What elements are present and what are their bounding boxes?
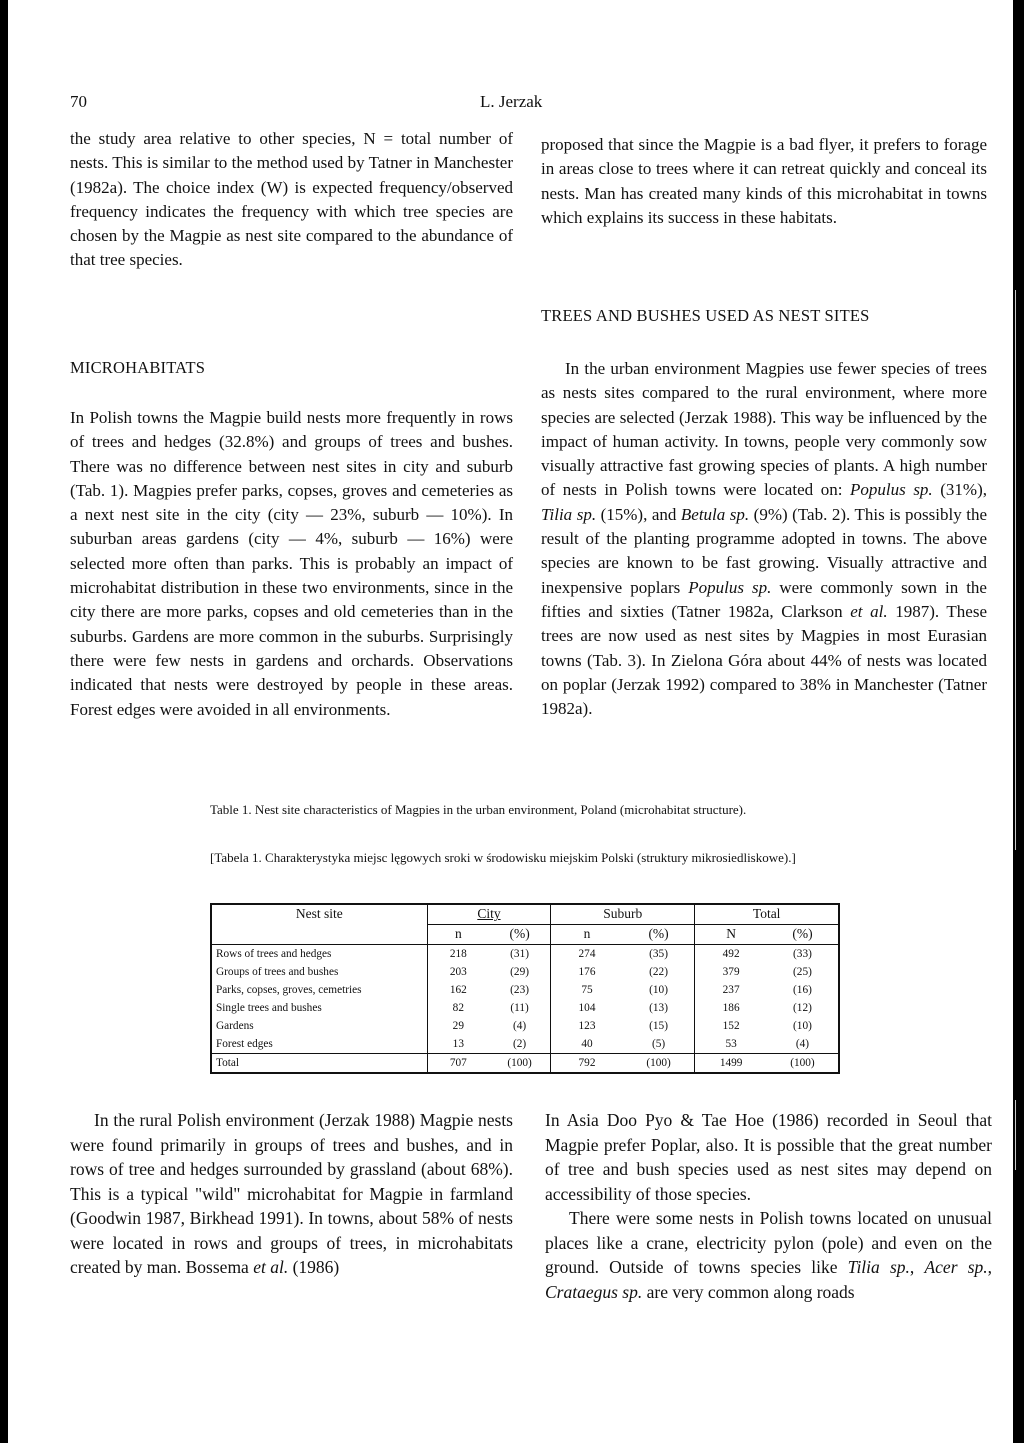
cell-sub-pct: (22) — [649, 965, 668, 978]
left-intro-paragraph: the study area relative to other species, N = total number of nests. This is similar to the method used by Tatner in Manchester (1982a). The choice index (W) is expected frequency/observed frequency indicates the frequency with which tree species are chosen by the Magpie as nest site compared to the abundance of that tree species. — [70, 129, 513, 270]
cell-tot-pct: (10) — [793, 1019, 812, 1032]
cell-city-n: 29 — [427, 1017, 489, 1035]
cell-sub-pct: (10) — [649, 983, 668, 996]
section-heading-trees-bushes: TREES AND BUSHES USED AS NEST SITES — [541, 306, 870, 325]
header-suburb: Suburb — [551, 904, 695, 924]
sub-header-pct: (%) — [509, 926, 530, 941]
table-caption-english: Table 1. Nest site characteristics of Magpies in the urban environment, Poland (microhabitat structure). — [210, 802, 747, 817]
trees-bushes-paragraph: In the urban environment Magpies use fewer species of trees as nests sites compared to the rural environment, where more species are selected (Jerzak 1988). This way be influenced by the impact of human activity. In towns, people very commonly sow visually attractive fast growing species of plants. A high number of nests in Polish towns were located on: Populus sp. (31%), Tilia sp. (15%), and Betula sp. (9%) (Tab. 2). This is possibly the result of the planting programme adopted in towns. The above species are known to be fast growing. Visually attractive and inexpensive poplars Populus sp. were commonly sown in the fifties and sixties (Tatner 1982a, Clarkson et al. 1987). These trees are now used as nest sites by Magpies in most Eurasian towns (Tab. 3). In Zielona Góra about 44% of nests was located on poplar (Jerzak 1992) compared to 38% in Manchester (Tatner 1982a). — [541, 359, 988, 719]
table-caption-polish: [Tabela 1. Charakterystyka miejsc lęgowych sroki w środowisku miejskim Polski (struktury mikrosiedliskowe).] — [210, 850, 796, 865]
row-label: Gardens — [216, 1019, 254, 1032]
sub-header-pct: (%) — [792, 926, 813, 941]
cell-city-n: 218 — [427, 944, 489, 963]
right-intro-paragraph: proposed that since the Magpie is a bad flyer, it prefers to forage in areas close to trees where it can retreat quickly and conceal its nests. Man has created many kinds of this microhabitat in towns which explains its success in these habitats. — [541, 135, 987, 227]
cell-city-pct: (2) — [512, 1037, 527, 1050]
cell-sub-n: 123 — [551, 1017, 623, 1035]
genus-acer: Acer sp. — [924, 1257, 988, 1277]
cell-sub-pct: (15) — [649, 1019, 668, 1032]
row-label: Rows of trees and hedges — [211, 944, 427, 963]
genus-crataegus: Crataegus sp. — [545, 1281, 643, 1302]
cell-tot-pct: (4) — [795, 1037, 810, 1050]
cell-tot-pct: (25) — [793, 965, 812, 978]
row-label: Total — [211, 1053, 427, 1073]
genus-populus: Populus sp. — [850, 480, 933, 500]
row-label: Parks, copses, groves, cemetries — [216, 983, 362, 996]
cell-city-n: 203 — [427, 963, 489, 981]
cell-tot-n: 492 — [695, 944, 767, 963]
scan-edge-line — [1015, 1100, 1016, 1170]
cell-city-n: 82 — [427, 999, 489, 1017]
cell-city-pct: (31) — [489, 944, 551, 963]
row-label: Groups of trees and bushes — [216, 965, 339, 978]
cell-tot-pct: (16) — [793, 983, 812, 996]
cell-tot-n: 237 — [695, 981, 767, 999]
et-al: et al. — [253, 1257, 289, 1277]
table-row — [211, 963, 839, 981]
table-row — [211, 1017, 839, 1035]
sub-header-n: n — [551, 924, 623, 944]
sub-header-N: N — [695, 924, 767, 944]
cell-tot-n: 53 — [695, 1035, 767, 1054]
table-row — [211, 981, 839, 999]
cell-city-pct: (4) — [512, 1019, 527, 1032]
cell-sub-n: 75 — [551, 981, 623, 999]
nest-site-table — [210, 903, 840, 1074]
cell-city-n: 707 — [427, 1053, 489, 1073]
table-body — [211, 944, 839, 1073]
genus-tilia: Tilia sp. — [541, 504, 597, 524]
sub-header-pct: (%) — [648, 926, 669, 941]
row-label: Single trees and bushes — [216, 1001, 322, 1014]
header-nest-site: Nest site — [295, 906, 343, 921]
cell-city-pct: (29) — [510, 965, 529, 978]
cell-tot-pct: (12) — [793, 1001, 812, 1014]
bottom-right-paragraph-1: In Asia Doo Pyo & Tae Hoe (1986) recorded in Seoul that Magpie prefer Poplar, also. It is possible that the great number of tree and bush species used as nest sites may depend on accessibility of those species. — [545, 1110, 992, 1204]
cell-tot-n: 1499 — [695, 1053, 767, 1073]
scan-edge-line — [1015, 290, 1016, 850]
cell-city-n: 13 — [427, 1035, 489, 1054]
section-heading-microhabitats: MICROHABITATS — [70, 358, 206, 377]
header-city: City — [427, 904, 551, 924]
header-total: Total — [695, 904, 839, 924]
cell-tot-n: 186 — [695, 999, 767, 1017]
cell-sub-n: 176 — [551, 963, 623, 981]
bottom-right-paragraph-2: There were some nests in Polish towns located on unusual places like a crane, electricity pylon (pole) and even on the ground. Outside of towns species like Tilia sp., Acer sp., Crataegus sp. are very common along roads — [545, 1208, 992, 1302]
cell-sub-n: 104 — [551, 999, 623, 1017]
cell-sub-pct: (35) — [623, 944, 695, 963]
cell-tot-pct: (100) — [767, 1053, 839, 1073]
cell-sub-n: 274 — [551, 944, 623, 963]
cell-sub-n: 792 — [551, 1053, 623, 1073]
cell-city-pct: (100) — [489, 1053, 551, 1073]
table-row — [211, 944, 839, 963]
cell-city-pct: (11) — [510, 1001, 529, 1014]
microhabitats-paragraph: In Polish towns the Magpie build nests more frequently in rows of trees and hedges (32.8%) and groups of trees and bushes. There was no difference between nest sites in city and suburb (Tab. 1). Magpies prefer parks, copses, groves and cemeteries as a next nest site in the city (city — 23%, suburb — 10%). In suburban areas gardens (city — 4%, suburb — 16%) were selected more often than parks. This is probably an impact of microhabitat distribution in these two environments, since in the city there are more parks, copses and old cemeteries than in the suburbs. Gardens are more common in the suburbs. Surprisingly there were few nests in gardens and orchards. Observations indicated that nests were destroyed by people in these areas. Forest edges were avoided in all environments. — [70, 408, 513, 719]
journal-page — [8, 0, 1013, 1443]
cell-sub-pct: (5) — [651, 1037, 666, 1050]
genus-populus-2: Populus sp. — [688, 577, 772, 597]
et-al: et al. — [850, 601, 888, 621]
cell-tot-n: 152 — [695, 1017, 767, 1035]
running-author: L. Jerzak — [480, 92, 543, 111]
cell-city-pct: (23) — [510, 983, 529, 996]
row-label: Forest edges — [216, 1037, 273, 1050]
genus-betula: Betula sp. — [680, 504, 750, 524]
cell-tot-pct: (33) — [767, 944, 839, 963]
cell-sub-pct: (100) — [623, 1053, 695, 1073]
cell-sub-n: 40 — [551, 1035, 623, 1054]
table-row — [211, 999, 839, 1017]
bottom-right-column — [545, 1108, 992, 1304]
cell-city-n: 162 — [427, 981, 489, 999]
cell-tot-n: 379 — [695, 963, 767, 981]
cell-sub-pct: (13) — [649, 1001, 668, 1014]
sub-header-n: n — [427, 924, 489, 944]
genus-tilia: Tilia sp. — [847, 1257, 910, 1277]
page-number: 70 — [70, 92, 87, 111]
table-row — [211, 1035, 839, 1054]
bottom-left-paragraph: In the rural Polish environment (Jerzak 1988) Magpie nests were found primarily in groups of trees and bushes, and in rows of tree and hedges surrounded by grassland (about 68%). This is a typical "wild" microhabitat for Magpie in farmland (Goodwin 1987, Birkhead 1991). In towns, about 58% of nests were located in rows and groups of trees, in microhabitats created by man. Bossema et al. (1986) — [70, 1110, 513, 1277]
table-total-row — [211, 1053, 839, 1073]
